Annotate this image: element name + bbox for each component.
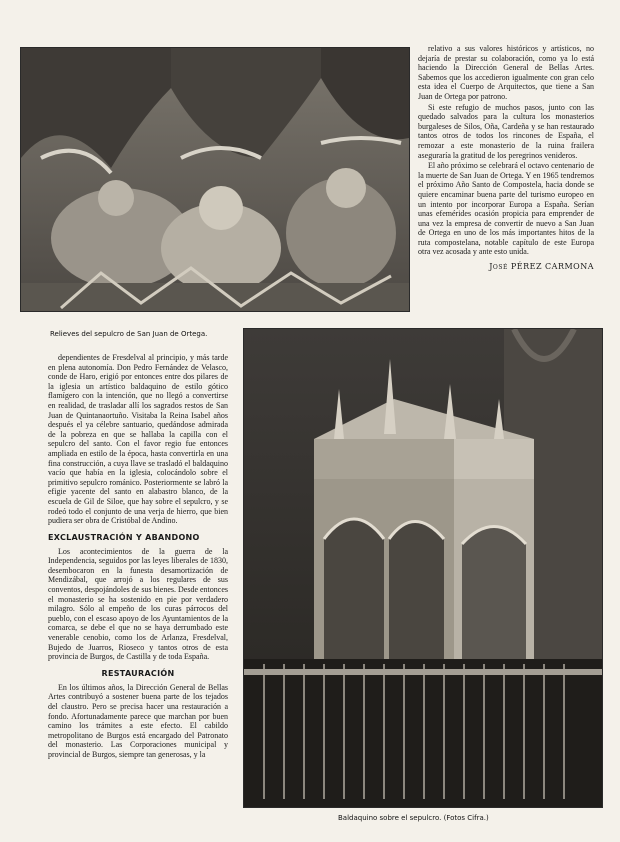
paragraph: El año próximo se celebrará el octavo centenario de la muerte de San Juan de Ortega. Y en 1965 tendremos el próximo Año Santo de Compostela, hacia donde se quiere encaminar buena parte del turismo europeo en un intento por incorporar Europa a España. Serían unas efemérides ocasión propicia para emprender de una vez la empresa de convertir de nuevo a San Juan de Ortega en uno de los más importantes hitos de la ruta compostelana, notable capítulo de este Europa otra vez acosada y ante esto unida. <box>418 161 594 257</box>
right-column <box>418 44 594 272</box>
author-signature: José PÉREZ CARMONA <box>489 262 594 272</box>
section-heading-exclaustracion: EXCLAUSTRACIÓN Y ABANDONO <box>48 532 200 542</box>
relief-photo-image <box>21 48 409 311</box>
paragraph: dependientes de Fresdelval al principio, y más tarde en plena autonomía. Don Pedro Fernández de Velasco, conde de Haro, erigió por entonces entre dos pilares de la iglesia un artístico baldaquino de estilo gótico flamígero con la intención, que no llegó a convertirse en realidad, de trasladar allí los sagrados restos de San Juan de Quintanaortuño. Visitaba la Reina Isabel años después el ya célebre santuario, quedándose admirada de la pobreza en que se hallaba la capilla con el sepulcro del santo. Con el favor regio fue entonces ampliada en estilo de la época, hasta convertirla en una fina construcción, a cuya llave se trasladó el baldaquino vacío que había en la iglesia, colocándolo sobre el primitivo sepulcro románico. Posteriormente se labró la efigie yacente del santo en alabastro blanco, de la escuela de Gil de Siloe, que hay sobre el sepulcro, y se rodeó todo el conjunto de una verja de hierro, que bien pudiera ser obra de Cristóbal de Andino. <box>48 353 228 526</box>
relief-photo <box>20 47 410 312</box>
paragraph: relativo a sus valores históricos y artísticos, no dejaría de prestar su colaboración, como ya lo está haciendo la Dirección General de Bellas Artes. Sabemos que los accedieron igualmente con gran celo esta idea el Cuerpo de Arquitectos, que tiene a San Juan de Ortega por patrono. <box>418 44 594 101</box>
left-column <box>48 353 228 760</box>
section-heading-restauracion: RESTAURACIÓN <box>101 668 175 678</box>
relief-photo-caption: Relieves del sepulcro de San Juan de Ortega. <box>50 330 208 338</box>
paragraph: Los acontecimientos de la guerra de la Independencia, seguidos por las leyes liberales de 1830, desembocaron en la funesta desamortización de Mendizábal, que arrojó a los regulares de sus conventos, despojándoles de sus bienes. Desde entonces el monasterio se ha sostenido en pie por verdadero milagro. Sólo al empeño de los curas párrocos del pueblo, con el escaso apoyo de los Ayuntamientos de la comarca, se debe el que no se haya derrumbado este venerable cenobio, como los de Arlanza, Fresdelval, Bujedo de Juarros, Rioseco y tantos otros de esta provincia de Burgos, de Castilla y de toda España. <box>48 546 228 662</box>
baldachin-photo-caption: Baldaquino sobre el sepulcro. (Fotos Cifra.) <box>338 814 489 822</box>
baldachin-photo-image <box>244 329 602 807</box>
paragraph: Si este refugio de muchos pasos, junto con las quedado salvados para la cultura los monasterios burgaleses de Silos, Oña, Cardeña y se han restaurado tantos otros de todos los rincones de España, el remozar a este monasterio de la ruina frailera aseguraría la gratitud de los peregrinos venideros. <box>418 102 594 160</box>
paragraph: En los últimos años, la Dirección General de Bellas Artes contribuyó a sostener buena parte de los tejados del claustro. Pero se precisa hacer una restauración a fondo. Afortunadamente parece que marchan por buen camino los trámites a este efecto. El cabildo metropolitano de Burgos está encargado del Patronato del monasterio. Las Corporaciones municipal y provincial de Burgos, siempre tan generosas, y la <box>48 682 228 759</box>
baldachin-photo <box>243 328 603 808</box>
